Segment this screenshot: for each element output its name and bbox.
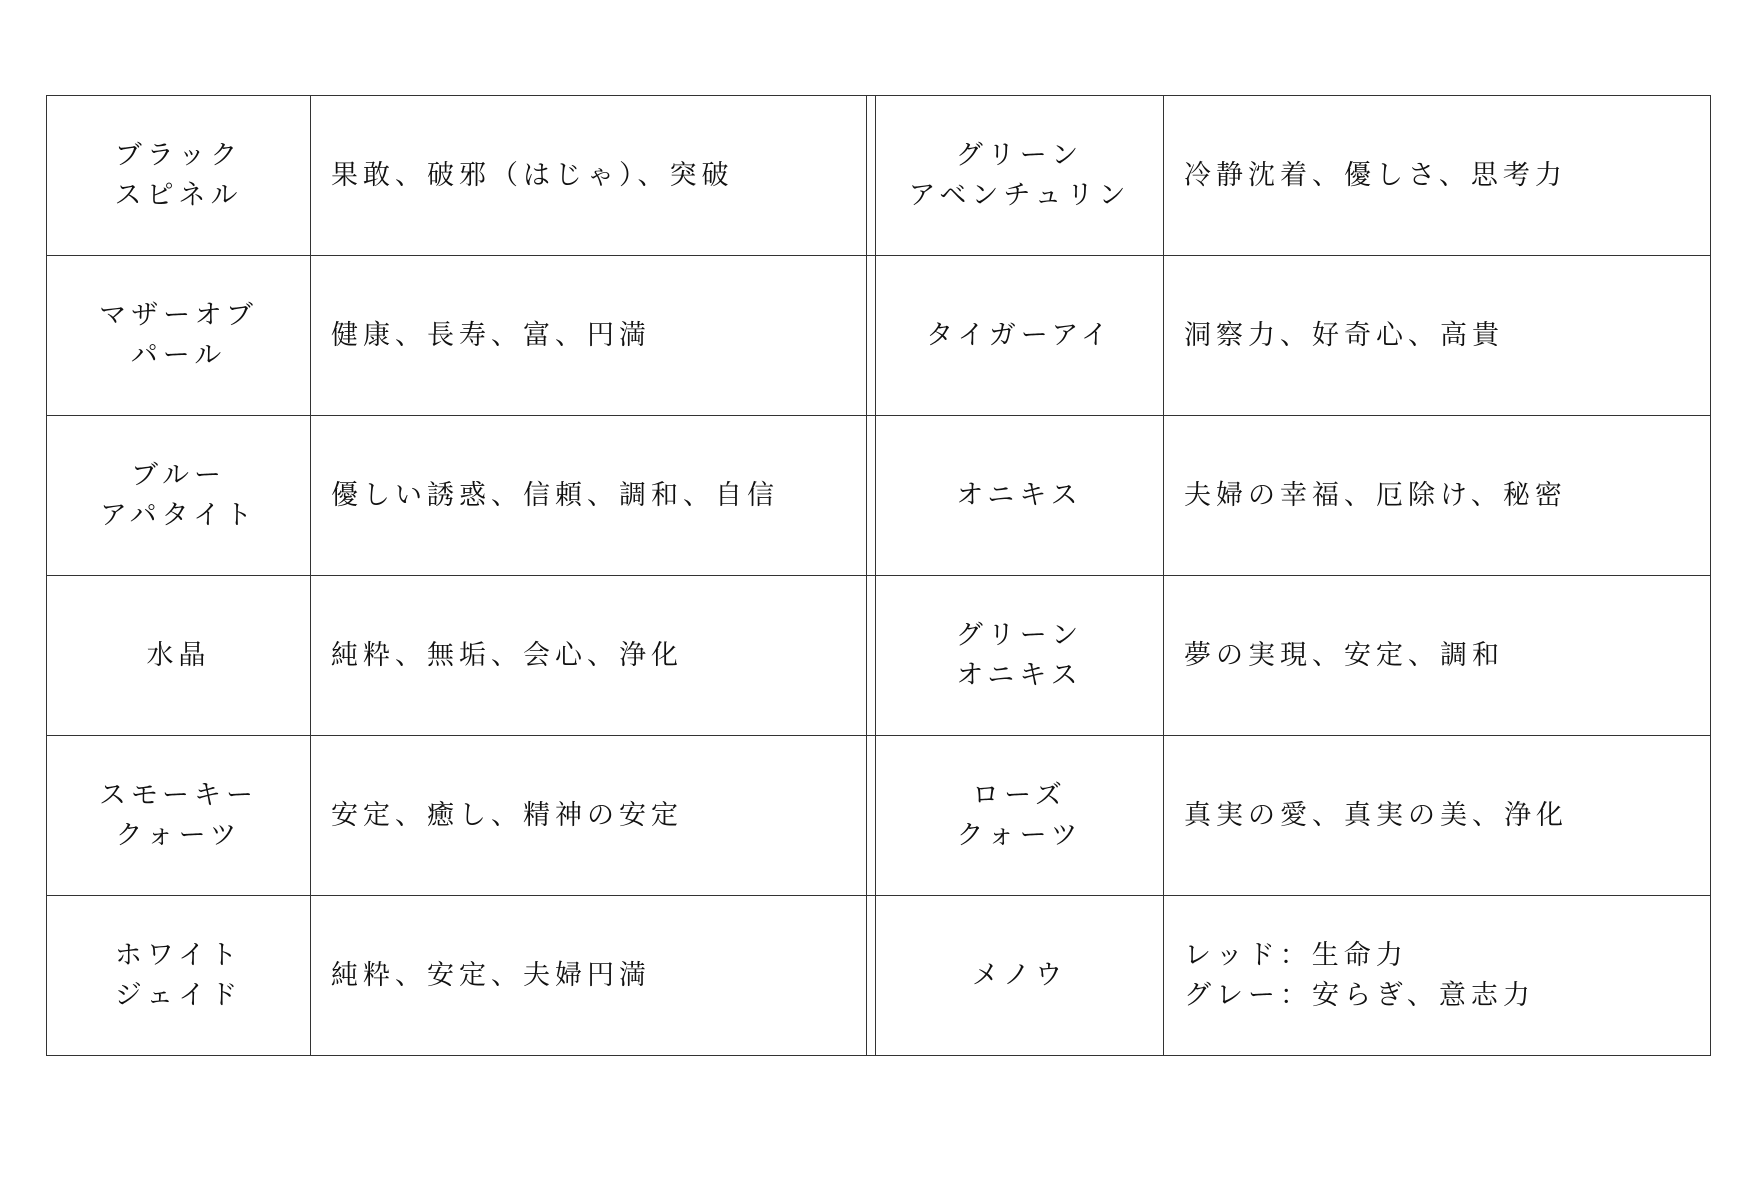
stone-name-line: スモーキー bbox=[99, 779, 258, 811]
stone-name-cell bbox=[876, 416, 1164, 576]
stone-name-line: アベンチュリン bbox=[908, 179, 1131, 211]
stone-meaning-cell bbox=[311, 896, 867, 1056]
stone-meaning-line: 果敢、破邪（はじゃ）、突破 bbox=[331, 159, 734, 191]
stone-name-line: メノウ bbox=[971, 959, 1068, 991]
stone-name-line: 水晶 bbox=[146, 639, 211, 671]
stone-name-cell bbox=[47, 736, 311, 896]
stone-name-cell bbox=[47, 896, 311, 1056]
table-row bbox=[47, 96, 1711, 256]
column-divider bbox=[867, 896, 876, 1056]
stone-meaning-line: 夫婦の幸福、厄除け、秘密 bbox=[1184, 479, 1567, 511]
stone-name-line: ジェイド bbox=[114, 979, 243, 1011]
stone-name-line: ブラック bbox=[114, 139, 243, 171]
stone-name-cell bbox=[876, 256, 1164, 416]
stone-meaning-cell bbox=[1164, 96, 1711, 256]
stone-name-cell bbox=[47, 96, 311, 256]
stone-meaning-line: 優しい誘惑、信頼、調和、自信 bbox=[331, 479, 779, 511]
stone-name-cell bbox=[876, 576, 1164, 736]
stone-name-line: ホワイト bbox=[114, 939, 243, 971]
stone-name-line: クォーツ bbox=[115, 819, 242, 851]
stone-meaning-line: 安定、癒し、精神の安定 bbox=[331, 799, 683, 831]
stone-meaning-line: グレー：安らぎ、意志力 bbox=[1184, 979, 1535, 1011]
table-row bbox=[47, 256, 1711, 416]
stone-meaning-line: 健康、長寿、富、円満 bbox=[331, 319, 651, 351]
stone-name-cell bbox=[876, 736, 1164, 896]
stone-name-cell bbox=[47, 576, 311, 736]
stone-name-line: ローズ bbox=[972, 779, 1067, 811]
stone-name-line: タイガーアイ bbox=[926, 319, 1113, 351]
stone-name-cell bbox=[876, 896, 1164, 1056]
stone-name-cell bbox=[876, 96, 1164, 256]
stone-name-line: ブルー bbox=[131, 459, 226, 491]
stone-name-line: スピネル bbox=[114, 179, 243, 211]
stone-meaning-cell bbox=[1164, 416, 1711, 576]
stone-name-line: アパタイト bbox=[99, 499, 258, 531]
table-body bbox=[47, 96, 1711, 1056]
table-row bbox=[47, 416, 1711, 576]
stone-meaning-line: 夢の実現、安定、調和 bbox=[1184, 639, 1504, 671]
stone-name-line: パール bbox=[130, 339, 227, 371]
stone-name-line: グリーン bbox=[955, 139, 1084, 171]
column-divider bbox=[867, 576, 876, 736]
stone-meaning-line: レッド：生命力 bbox=[1184, 939, 1408, 971]
stone-meaning-line: 冷静沈着、優しさ、思考力 bbox=[1184, 159, 1567, 191]
table-row bbox=[47, 576, 1711, 736]
stone-meaning-cell bbox=[311, 96, 867, 256]
column-divider bbox=[867, 416, 876, 576]
stone-meaning-line: 純粋、安定、夫婦円満 bbox=[331, 959, 651, 991]
stone-name-line: マザーオブ bbox=[99, 299, 258, 331]
stone-meaning-cell bbox=[1164, 896, 1711, 1056]
stone-name-line: クォーツ bbox=[956, 819, 1083, 851]
stone-meaning-cell bbox=[311, 736, 867, 896]
stone-name-cell bbox=[47, 256, 311, 416]
stone-meaning-cell bbox=[311, 416, 867, 576]
table-row bbox=[47, 736, 1711, 896]
stone-meaning-cell bbox=[1164, 256, 1711, 416]
table-row bbox=[47, 896, 1711, 1056]
stone-meaning-line: 純粋、無垢、会心、浄化 bbox=[331, 639, 683, 671]
stone-meaning-line: 洞察力、好奇心、高貴 bbox=[1184, 319, 1504, 351]
stone-meaning-line: 真実の愛、真実の美、浄化 bbox=[1184, 799, 1568, 831]
stone-name-line: オニキス bbox=[956, 479, 1083, 511]
stone-name-line: グリーン bbox=[955, 619, 1084, 651]
stone-meaning-cell bbox=[1164, 576, 1711, 736]
column-divider bbox=[867, 96, 876, 256]
stone-meaning-cell bbox=[311, 256, 867, 416]
stone-meaning-cell bbox=[1164, 736, 1711, 896]
column-divider bbox=[867, 736, 876, 896]
column-divider bbox=[867, 256, 876, 416]
stone-name-line: オニキス bbox=[956, 659, 1083, 691]
stone-name-cell bbox=[47, 416, 311, 576]
stone-meaning-cell bbox=[311, 576, 867, 736]
stone-meaning-table bbox=[46, 95, 1711, 1056]
